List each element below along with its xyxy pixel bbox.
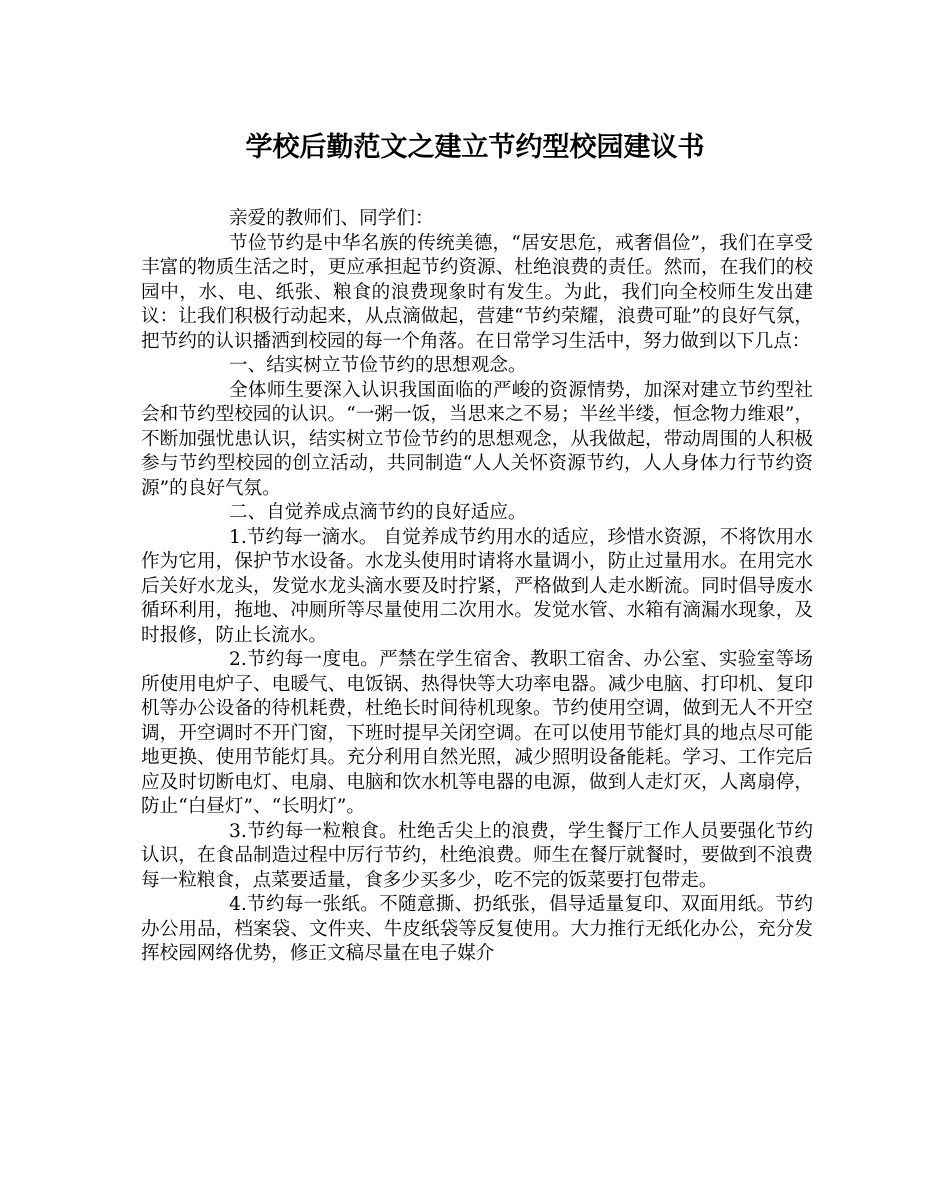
document-body: [141, 207, 813, 967]
salutation: 亲爱的教师们、同学们：: [229, 208, 434, 229]
document-title: 学校后勤范文之建立节约型校园建议书: [245, 132, 705, 163]
intro-paragraph: 节俭节约是中华名族的传统美德，“居安思危，戒奢倡俭”，我们在享受丰富的物质生活之时，更应承担起节约资源、杜绝浪费的责任。然而，在我们的校园中，水、电、纸张、粮食的浪费现象时有发生。为此，我们向全校师生发出建议：让我们积极行动起来，从点滴做起，营建“节约荣耀，浪费可耻”的良好气氛，把节约的认识播洒到校园的每一个角落。在日常学习生活中，努力做到以下几点：: [141, 232, 813, 352]
item-save-water: 1.节约每一滴水。 自觉养成节约用水的适应，珍惜水资源，不将饮用水作为它用，保护节水设备。水龙头使用时请将水量调小，防止过量用水。在用完水后关好水龙头，发觉水龙头滴水要及时拧紧，严格做到人走水断流。同时倡导废水循环利用，拖地、冲厕所等尽量使用二次用水。发觉水管、水箱有滴漏水现象，及时报修，防止长流水。: [141, 526, 813, 646]
section-1-paragraph: 全体师生要深入认识我国面临的严峻的资源情势，加深对建立节约型社会和节约型校园的认识。“一粥一饭，当思来之不易；半丝半缕，恒念物力维艰”，不断加强忧患认识，结实树立节俭节约的思想观念，从我做起，带动周围的人积极参与节约型校园的创立活动，共同制造“人人关怀资源节约，人人身体力行节约资源”的良好气氛。: [141, 379, 813, 499]
section-heading-1: 一、结实树立节俭节约的思想观念。: [229, 355, 527, 376]
section-heading-2: 二、自觉养成点滴节约的良好适应。: [229, 502, 527, 523]
item-save-food: 3.节约每一粒粮食。杜绝舌尖上的浪费，学生餐厅工作人员要强化节约认识，在食品制造过程中厉行节约，杜绝浪费。师生在餐厅就餐时，要做到不浪费每一粒粮食，点菜要适量，食多少买多少，吃不完的饭菜要打包带走。: [141, 820, 813, 891]
item-save-paper: 4.节约每一张纸。不随意撕、扔纸张，倡导适量复印、双面用纸。节约办公用品，档案袋、文件夹、牛皮纸袋等反复使用。大力推行无纸化办公，充分发挥校园网络优势，修正文稿尽量在电子媒介: [141, 894, 813, 964]
item-save-electricity: 2.节约每一度电。严禁在学生宿舍、教职工宿舍、办公室、实验室等场所使用电炉子、电暖气、电饭锅、热得快等大功率电器。减少电脑、打印机、复印机等办公设备的待机耗费，杜绝长时间待机现象。节约使用空调，做到无人不开空调，开空调时不开门窗，下班时提早关闭空调。在可以使用节能灯具的地点尽可能地更换、使用节能灯具。充分利用自然光照，减少照明设备能耗。学习、工作完后应及时切断电灯、电扇、电脑和饮水机等电器的电源，做到人走灯灭，人离扇停，防止“白昼灯”、“长明灯”。: [141, 649, 813, 817]
